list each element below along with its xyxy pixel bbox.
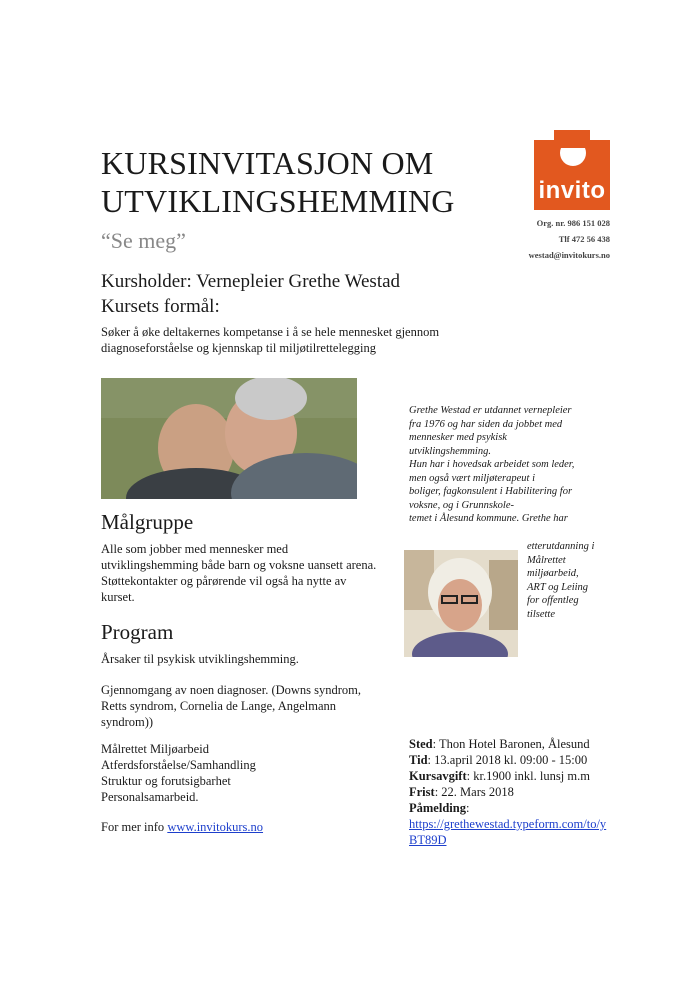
email-address: westad@invitokurs.no (528, 250, 610, 260)
purpose-text: Søker å øke deltakernes kompetanse i å se hele mennesket gjennom diagnoseforståelse og kjennskap til miljøtilrettelegging (101, 325, 440, 355)
subtitle: “Se meg” (101, 228, 186, 253)
page-title (101, 144, 455, 220)
more-info-label: For mer info (101, 820, 165, 834)
program-item-1: Årsaker til psykisk utviklingshemming. (101, 652, 299, 666)
program-heading: Program (101, 620, 174, 644)
photo-grethe-westad (404, 550, 518, 657)
registration-link[interactable]: https://grethewestad.typeform.com/to/y (409, 817, 607, 831)
bio-text-continued: etterutdanning i Målrettet miljøarbeid, ART og Leiing for offentleg tilsette (527, 541, 595, 620)
malgruppe-text: Alle som jobber med mennesker med utviklingshemming både barn og voksne uansett arena. Støttekontakter og pårørende vil også ha nytte av kurset. (101, 542, 377, 604)
malgruppe-heading: Målgruppe (101, 510, 194, 534)
more-info (101, 819, 263, 835)
title-line-1: KURSINVITASJON OM (101, 145, 434, 181)
website-link[interactable]: www.invitokurs.no (167, 820, 264, 834)
program-item-3: Målrettet Miljøarbeid Atferdsforståelse/Samhandling Struktur og forutsigbarhet Personalsamarbeid. (101, 742, 256, 804)
contact-info (529, 215, 610, 263)
bio-text: Grethe Westad er utdannet vernepleier fra 1976 og har siden da jobbet med mennesker med psykisk utviklingshemming. Hun har i hovedsak arbeidet som leder, men også vært miljøterapeut i boliger, fagkonsulent i Habilitering for voksne, og i Grunnskole- temet i Ålesund kommune. Grethe har (409, 405, 575, 524)
detail-pamelding: Påmelding: (409, 801, 470, 815)
course-holder: Kursholder: Vernepleier Grethe Westad (101, 271, 401, 292)
detail-kursavgift: Kursavgift: kr.1900 inkl. lunsj m.m (409, 769, 590, 783)
logo-text: invito (538, 177, 606, 204)
org-number: Org. nr. 986 151 028 (536, 218, 610, 228)
registration-link-wrap (409, 816, 617, 832)
title-line-2: UTVIKLINGSHEMMING (101, 183, 455, 219)
invito-logo (534, 140, 610, 210)
detail-sted: Sted: Thon Hotel Baronen, Ålesund (409, 737, 590, 751)
detail-frist: Frist: 22. Mars 2018 (409, 785, 514, 799)
registration-link-continued[interactable]: BT89D (409, 833, 447, 847)
detail-tid: Tid: 13.april 2018 kl. 09:00 - 15:00 (409, 753, 588, 767)
photo-embrace (101, 378, 357, 499)
phone-number: Tlf 472 56 438 (558, 234, 610, 244)
program-item-2: Gjennomgang av noen diagnoser. (Downs syndrom, Retts syndrom, Cornelia de Lange, Angelmann syndrom)) (101, 683, 362, 729)
event-details (409, 736, 617, 848)
purpose-heading: Kursets formål: (101, 296, 220, 317)
